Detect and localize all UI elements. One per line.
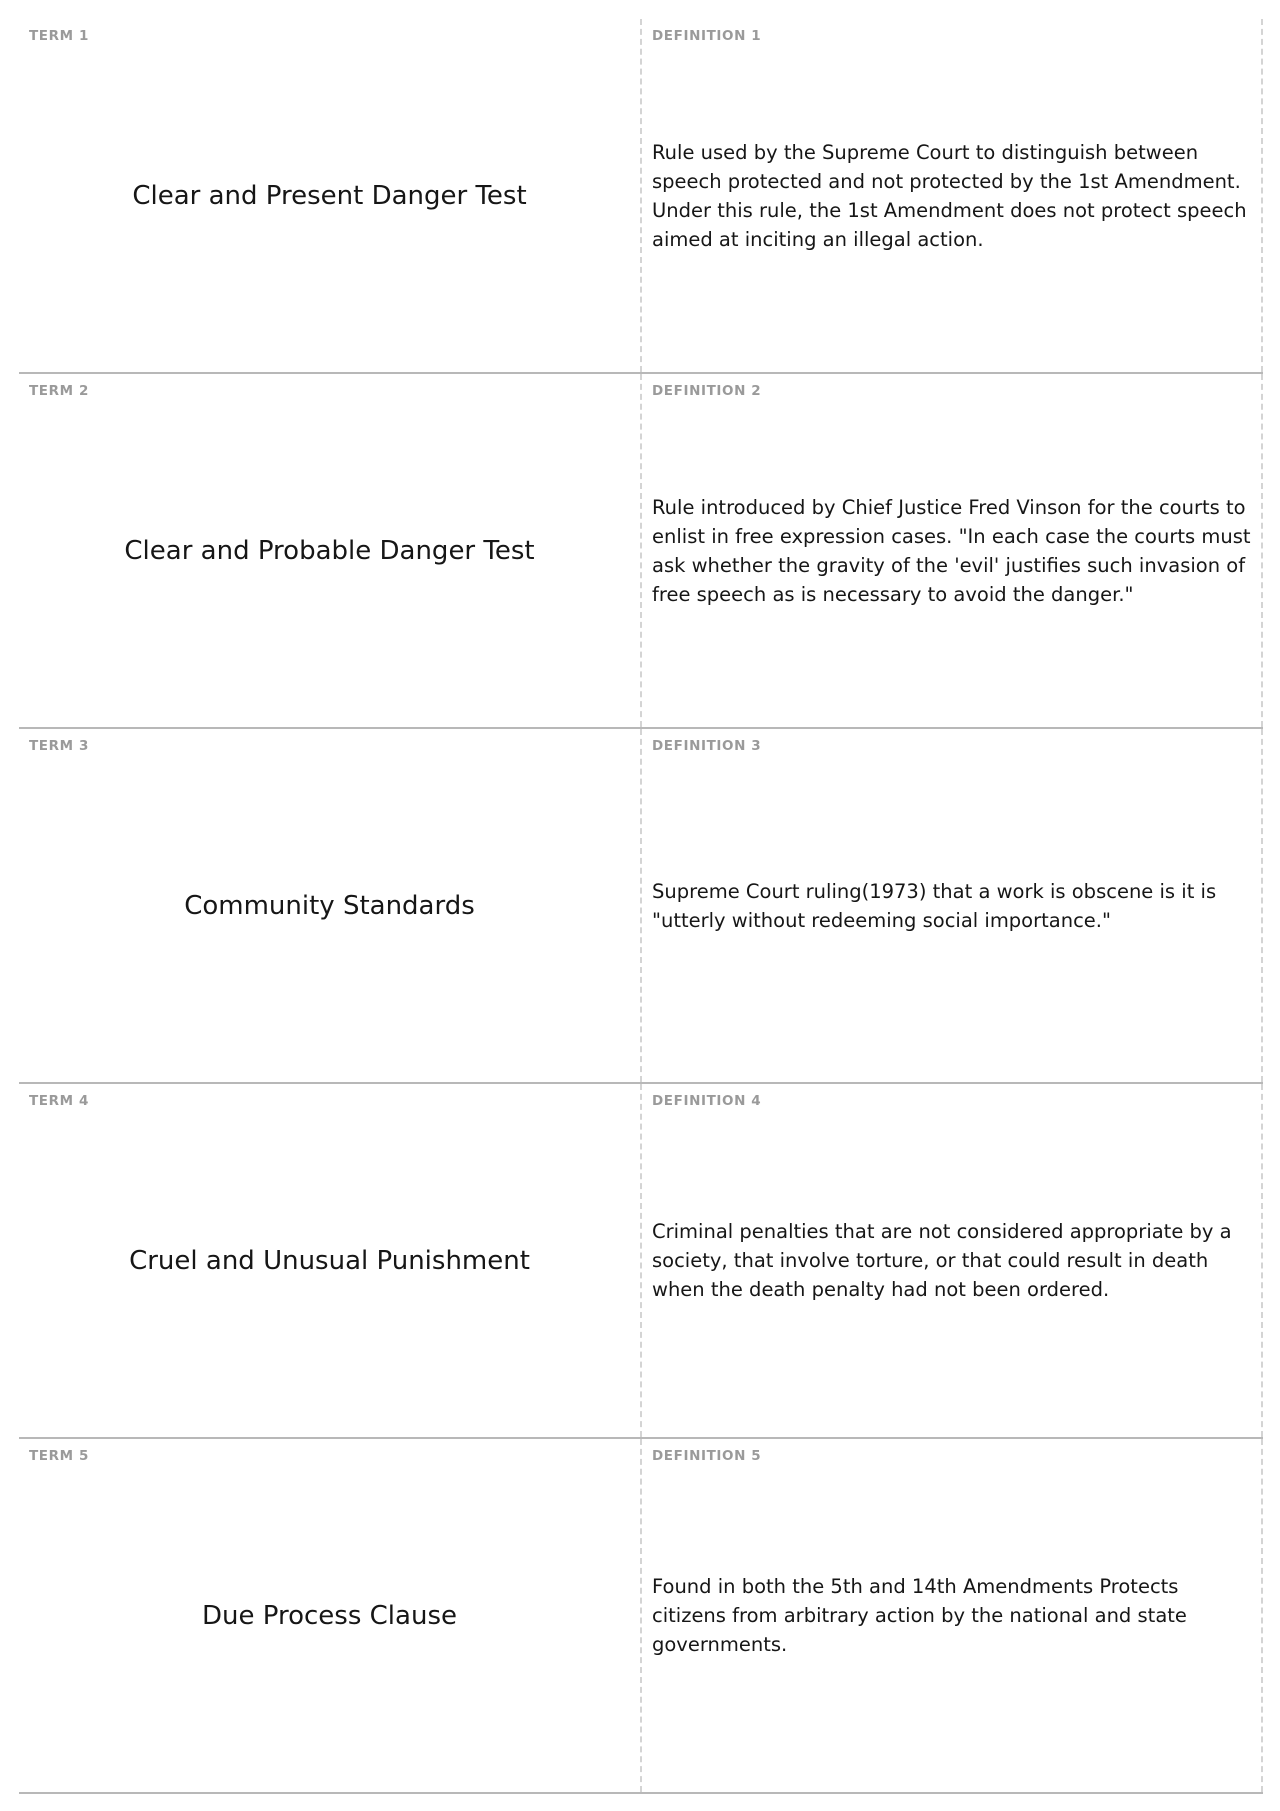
definition-text: Supreme Court ruling(1973) that a work is obscene is it is "utterly without redeeming social importance.": [652, 879, 1217, 932]
flashcard-row: [19, 1439, 1263, 1794]
term-text: Due Process Clause: [202, 1600, 457, 1631]
definition-label: DEFINITION 3: [652, 738, 762, 754]
flashcard-row: [19, 1084, 1263, 1439]
term-text: Cruel and Unusual Punishment: [129, 1245, 530, 1276]
term-text: Clear and Probable Danger Test: [124, 535, 535, 566]
flashcard-row: [19, 374, 1263, 729]
definition-cell: [642, 729, 1263, 1082]
definition-cell: [642, 19, 1263, 372]
definition-label: DEFINITION 1: [652, 28, 762, 44]
definition-text: Found in both the 5th and 14th Amendments Protects citizens from arbitrary action by the national and state governments.: [652, 1575, 1187, 1656]
term-text: Clear and Present Danger Test: [132, 180, 527, 211]
flashcard-sheet: [19, 19, 1263, 1794]
definition-cell: [642, 1439, 1263, 1792]
term-label: TERM 5: [29, 1448, 89, 1464]
term-cell: [19, 729, 642, 1082]
definition-label: DEFINITION 4: [652, 1093, 762, 1109]
term-cell: [19, 1084, 642, 1437]
term-label: TERM 1: [29, 28, 89, 44]
flashcard-row: [19, 729, 1263, 1084]
flashcard-row: [19, 19, 1263, 374]
term-label: TERM 3: [29, 738, 89, 754]
definition-cell: [642, 1084, 1263, 1437]
term-cell: [19, 1439, 642, 1792]
term-label: TERM 4: [29, 1093, 89, 1109]
term-cell: [19, 19, 642, 372]
term-cell: [19, 374, 642, 727]
definition-cell: [642, 374, 1263, 727]
definition-text: Criminal penalties that are not considered appropriate by a society, that involve torture, or that could result in death when the death penalty had not been ordered.: [652, 1220, 1232, 1301]
term-text: Community Standards: [184, 890, 475, 921]
definition-label: DEFINITION 2: [652, 383, 762, 399]
definition-label: DEFINITION 5: [652, 1448, 762, 1464]
definition-text: Rule introduced by Chief Justice Fred Vinson for the courts to enlist in free expression cases. "In each case the courts must ask whether the gravity of the 'evil' justifies such invasion of free speech as is necessary to avoid the danger.": [652, 495, 1251, 606]
term-label: TERM 2: [29, 383, 89, 399]
definition-text: Rule used by the Supreme Court to distinguish between speech protected and not protected by the 1st Amendment. Under this rule, the 1st Amendment does not protect speech aimed at inciting an illegal action.: [652, 140, 1247, 251]
